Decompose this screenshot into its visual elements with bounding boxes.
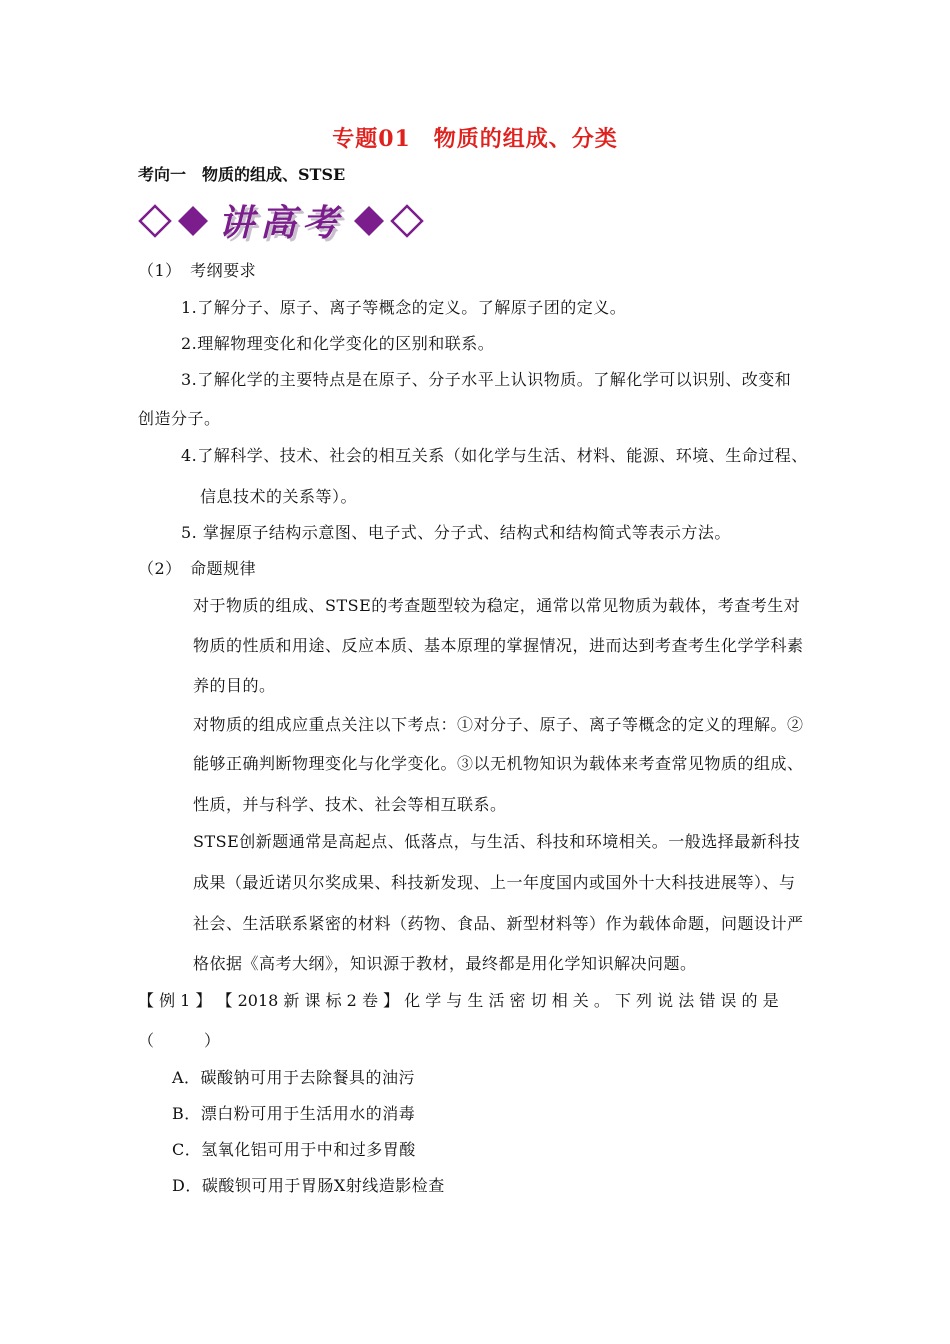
section-subtitle: 考向一 物质的组成、STSE [138,165,346,184]
list-item: 创造分子。 [138,409,221,428]
paragraph-line: 格依据《高考大纲》，知识源于教材，最终都是用化学知识解决问题。 [193,954,697,973]
paragraph-line: 社会、生活联系紧密的材料（药物、食品、新型材料等）作为载体命题，问题设计严 [193,914,804,933]
paragraph-line: 能够正确判断物理变化与化学变化。③以无机物知识为载体来考查常见物质的组成、 [193,754,804,773]
option-d: D．碳酸钡可用于胃肠X射线造影检查 [172,1176,445,1195]
filled-diamond-icon [352,204,386,238]
paragraph-line: STSE创新题通常是高起点、低落点，与生活、科技和环境相关。一般选择最新科技 [193,832,801,851]
page-title: 专题01 物质的组成、分类 [332,126,618,152]
section-label: （2） 命题规律 [138,559,257,578]
banner-text: 讲高考 [218,202,345,244]
option-a: A．碳酸钠可用于去除餐具的油污 [172,1068,416,1087]
option-b: B．漂白粉可用于生活用水的消毒 [172,1104,416,1123]
answer-blank: （ ） [138,1031,221,1050]
section-label: （1） 考纲要求 [138,261,257,280]
filled-diamond-icon [176,204,210,238]
list-item: 5. 掌握原子结构示意图、电子式、分子式、结构式和结构简式等表示方法。 [181,523,731,542]
paragraph-line: 养的目的。 [193,676,276,695]
paragraph-line: 对物质的组成应重点关注以下考点：①对分子、原子、离子等概念的定义的理解。② [193,715,804,734]
paragraph-line: 对于物质的组成、STSE的考查题型较为稳定，通常以常见物质为载体，考查考生对 [193,596,801,615]
option-c: C．氢氧化铝可用于中和过多胃酸 [172,1140,416,1159]
outline-diamond-icon [138,204,172,238]
list-item: 1.了解分子、原子、离子等概念的定义。了解原子团的定义。 [181,298,627,317]
paragraph-line: 性质，并与科学、技术、社会等相互联系。 [193,795,507,814]
list-item: 4.了解科学、技术、社会的相互关系（如化学与生活、材料、能源、环境、生命过程、 [181,446,808,465]
outline-diamond-icon [390,204,424,238]
paragraph-line: 物质的性质和用途、反应本质、基本原理的掌握情况，进而达到考查考生化学学科素 [193,636,804,655]
paragraph-line: 成果（最近诺贝尔奖成果、科技新发现、上一年度国内或国外十大科技进展等）、与 [193,873,796,892]
banner [138,195,424,246]
example-question: 【 例 1 】 【 2018 新 课 标 2 卷 】 化 学 与 生 活 密 切 相 关 。 下 列 说 法 错 误 的 是 [138,991,779,1010]
list-item: 信息技术的关系等）。 [200,487,358,506]
list-item: 3.了解化学的主要特点是在原子、分子水平上认识物质。了解化学可以识别、改变和 [181,370,792,389]
list-item: 2.理解物理变化和化学变化的区别和联系。 [181,334,495,353]
